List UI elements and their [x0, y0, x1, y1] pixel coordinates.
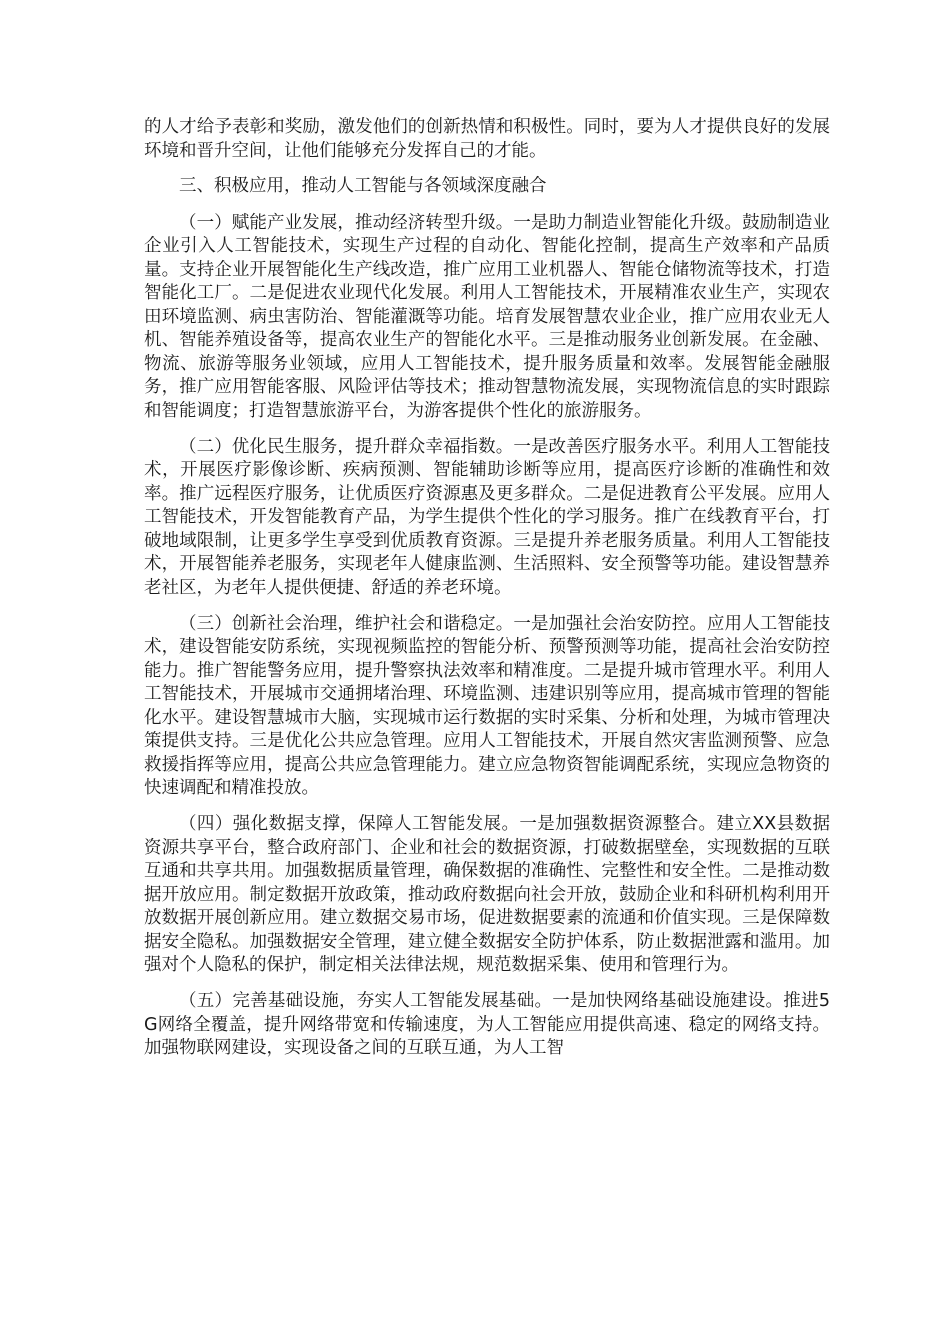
paragraph-data-support: （四）强化数据支撑，保障人工智能发展。一是加强数据资源整合。建立XX县数据资源共享平台，整合政府部门、企业和社会的数据资源，打破数据壁垒，实现数据的互联互通和共享共用。加强数据质量管理，确保数据的准确性、完整性和安全性。二是推动数据开放应用。制定数据开放政策，推动政府数据向社会开放，鼓励企业和科研机构利用开放数据开展创新应用。建立数据交易市场，促进数据要素的流通和价值实现。三是保障数据安全隐私。加强数据安全管理，建立健全数据安全防护体系，防止数据泄露和滥用。加强对个人隐私的保护，制定相关法律法规，规范数据采集、使用和管理行为。: [144, 814, 830, 975]
paragraph-industry: （一）赋能产业发展，推动经济转型升级。一是助力制造业智能化升级。鼓励制造业企业引入人工智能技术，实现生产过程的自动化、智能化控制，提高生产效率和产品质量。支持企业开展智能化生产线改造，推广应用工业机器人、智能仓储物流等技术，打造智能化工厂。二是促进农业现代化发展。利用人工智能技术，开展精准农业生产，实现农田环境监测、病虫害防治、智能灌溉等功能。培育发展智慧农业企业，推广应用农业无人机、智能养殖设备等，提高农业生产的智能化水平。三是推动服务业创新发展。在金融、物流、旅游等服务业领域，应用人工智能技术，提升服务质量和效率。发展智能金融服务，推广应用智能客服、风险评估等技术；推动智慧物流发展，实现物流信息的实时跟踪和智能调度；打造智慧旅游平台，为游客提供个性化的旅游服务。: [144, 212, 830, 421]
document-body: [144, 116, 830, 1073]
paragraph-infrastructure: （五）完善基础设施，夯实人工智能发展基础。一是加快网络基础设施建设。推进5G网络全覆盖，提升网络带宽和传输速度，为人工智能应用提供高速、稳定的网络支持。加强物联网建设，实现设备之间的互联互通，为人工智: [144, 991, 830, 1058]
section-heading: 三、积极应用，推动人工智能与各领域深度融合: [179, 176, 547, 196]
paragraph-livelihood: （二）优化民生服务，提升群众幸福指数。一是改善医疗服务水平。利用人工智能技术，开展医疗影像诊断、疾病预测、智能辅助诊断等应用，提高医疗诊断的准确性和效率。推广远程医疗服务，让优质医疗资源惠及更多群众。二是促进教育公平发展。应用人工智能技术，开发智能教育产品，为学生提供个性化的学习服务。推广在线教育平台，打破地域限制，让更多学生享受到优质教育资源。三是提升养老服务质量。利用人工智能技术，开展智能养老服务，实现老年人健康监测、生活照料、安全预警等功能。建设智慧养老社区，为老年人提供便捷、舒适的养老环境。: [144, 436, 830, 598]
paragraph-governance: （三）创新社会治理，维护社会和谐稳定。一是加强社会治安防控。应用人工智能技术，建设智能安防系统，实现视频监控的智能分析、预警预测等功能，提高社会治安防控能力。推广智能警务应用，提升警察执法效率和精准度。二是提升城市管理水平。利用人工智能技术，开展城市交通拥堵治理、环境监测、违建识别等应用，提高城市管理的智能化水平。建设智慧城市大脑，实现城市运行数据的实时采集、分析和处理，为城市管理决策提供支持。三是优化公共应急管理。应用人工智能技术，开展自然灾害监测预警、应急救援指挥等应用，提高公共应急管理能力。建立应急物资智能调配系统，实现应急物资的快速调配和精准投放。: [144, 613, 830, 798]
continuation-paragraph: 的人才给予表彰和奖励，激发他们的创新热情和积极性。同时，要为人才提供良好的发展环境和晋升空间，让他们能够充分发挥自己的才能。: [144, 117, 830, 161]
